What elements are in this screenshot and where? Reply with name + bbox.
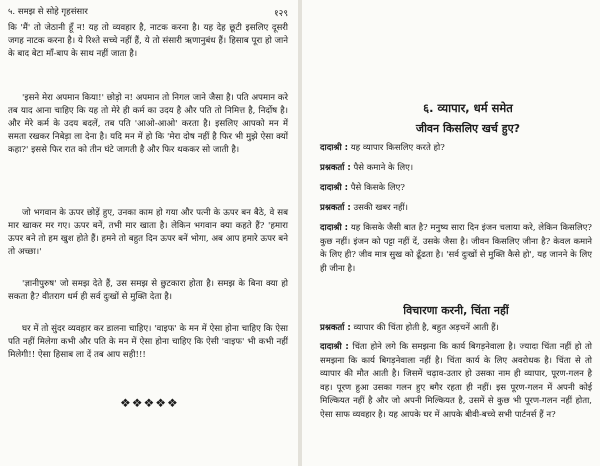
- speaker-label: दादाश्री :: [320, 183, 349, 193]
- speaker-label: दादाश्री :: [320, 223, 349, 233]
- dialogue-line: [320, 322, 592, 336]
- dialogue-line: [320, 162, 592, 176]
- dialogue-text: पैसे कमाने के लिए।: [353, 163, 414, 173]
- section-end-ornament: ❖❖❖❖❖: [120, 396, 179, 410]
- speaker-label: दादाश्री :: [320, 342, 349, 352]
- dialogue-line: [320, 202, 592, 216]
- left-paragraph-1: कि 'मैं' तो जेठानी हूँ न! यह तो व्यवहार है, नाटक करना है। यह देह छूटी इसलिए दूसरी जगह नाटक करना है। ये रिश्ते सच्चे नहीं हैं, ये तो संसारी ऋणानुबंध हैं। हिसाब पूरा हो जाने के बाद बेटा माँ-बाप के साथ नहीं जाता है।: [8, 23, 288, 59]
- dialogue-text: यह व्यापार किसलिए करते हो?: [350, 143, 445, 153]
- dialogue-text: उसकी खबर नहीं।: [353, 203, 408, 213]
- dialogue-text: व्यापार की चिंता होती है, बहुत अड़चनें आती हैं।: [353, 323, 499, 333]
- speaker-label: प्रश्नकर्ता :: [320, 203, 351, 213]
- dialogue-line: [320, 142, 592, 156]
- speaker-label: दादाश्री :: [320, 143, 349, 153]
- left-paragraph-2: 'इसने मेरा अपमान किया!' छोड़ो न! अपमान तो निगल जाने जैसा है। पति अपमान करे तब याद आना चाहिए कि यह तो मेरे ही कर्म का उदय है और पति तो निमित्त है, निर्दोष है। और मेरे कर्म के उदय बदलें, तब पति 'आओ-आओ' करता है। इसलिए आपको मन में समता रखकर निबेड़ा ला देना है। यदि मन में हो कि 'मेरा दोष नहीं है फिर भी मुझे ऐसा क्यों कहा?' इससे फिर रात को तीन घंटे जागती है और फिर थककर सो जाती है।: [8, 93, 288, 155]
- left-paragraph-5: घर में तो सुंदर व्यवहार कर डालना चाहिए। 'वाइफ' के मन में ऐसा होना चाहिए कि ऐसा पति नहीं मिलेगा कभी और पति के मन में ऐसा होना चाहिए कि ऐसी 'वाइफ' भी कभी नहीं मिलेगी!! ऐसा हिसाब ला दें तब आप सही!!!: [8, 324, 288, 360]
- dialogue-line: [320, 222, 592, 276]
- section-title-2: विचारणा करनी, चिंता नहीं: [403, 304, 509, 317]
- chapter-title: ६. व्यापार, धर्म समेत: [423, 101, 513, 115]
- dialogue-text: पैसे किसके लिए?: [350, 183, 405, 193]
- left-paragraph-4: 'ज्ञानीपुरुष' जो समझ देते हैं, उस समझ से छुटकारा होता है। समझ के बिना क्या हो सकता है? वीतराग धर्म ही सर्व दुःखों से मुक्ति देता है।: [8, 279, 288, 302]
- dialogue-line: [320, 182, 592, 196]
- speaker-label: प्रश्नकर्ता :: [320, 163, 351, 173]
- dialogue-line: [320, 341, 592, 422]
- left-header-title: ५. समझ से सोहे गृहसंसार: [8, 7, 88, 17]
- left-paragraph-3: जो भगवान के ऊपर छोड़ें हुए, उनका काम हो गया और पत्नी के ऊपर बन बैठे, वे सब मार खाकर मर गए। ऊपर बनें, तभी मार खाता है। लेकिन भगवान क्या कहते हैं? 'हमारा ऊपर बने तो हम खुश होते हैं। हमने तो बहुत दिन ऊपर बनें भोगा, अब आप हमारे ऊपर बने तो अच्छा।': [8, 208, 288, 257]
- left-page: [0, 0, 298, 466]
- left-page-number: १२९: [273, 9, 288, 19]
- section-title-1: जीवन किसलिए खर्च हुए?: [415, 122, 521, 135]
- speaker-label: प्रश्नकर्ता :: [320, 323, 351, 333]
- dialogue-text: चिंता होने लगे कि समझना कि कार्य बिगड़नेवाला है। ज्यादा चिंता नहीं हो तो समझना कि कार्य बिगड़नेवाला नहीं है। चिंता कार्य के लिए अवरोधक है। चिंता से तो व्यापार की मौत आती है। जिसमें चढ़ाव-उतार हो उसका नाम ही व्यापार, पूरण-गलन है वह। पूरण हुआ उसका गलन हुए बगैर रहता ही नहीं। इस पूरण-गलन में अपनी कोई मिल्कियत नहीं है और जो अपनी मिल्कियत है, उसमें से कुछ भी पूरण-गलन नहीं होता, ऐसा साफ व्यवहार है। यह आपके घर में आपके बीवी-बच्चे सभी पार्टनर्स हैं न?: [320, 342, 592, 420]
- right-page: [302, 0, 600, 466]
- dialogue-text: यह किसके जैसी बात है? मनुष्य सारा दिन इंजन चलाया करे, लेकिन किसलिए? कुछ नहीं। इंजन को पट्टा नहीं दें, उसके जैसा है। जीवन किसलिए जीना है? केवल कमाने के लिए ही? जीव मात्र सुख को ढूँढता है। 'सर्व दुःखों से मुक्ति कैसे हो', यह जानने के लिए ही जीना है।: [320, 223, 592, 274]
- left-running-head: [8, 6, 288, 20]
